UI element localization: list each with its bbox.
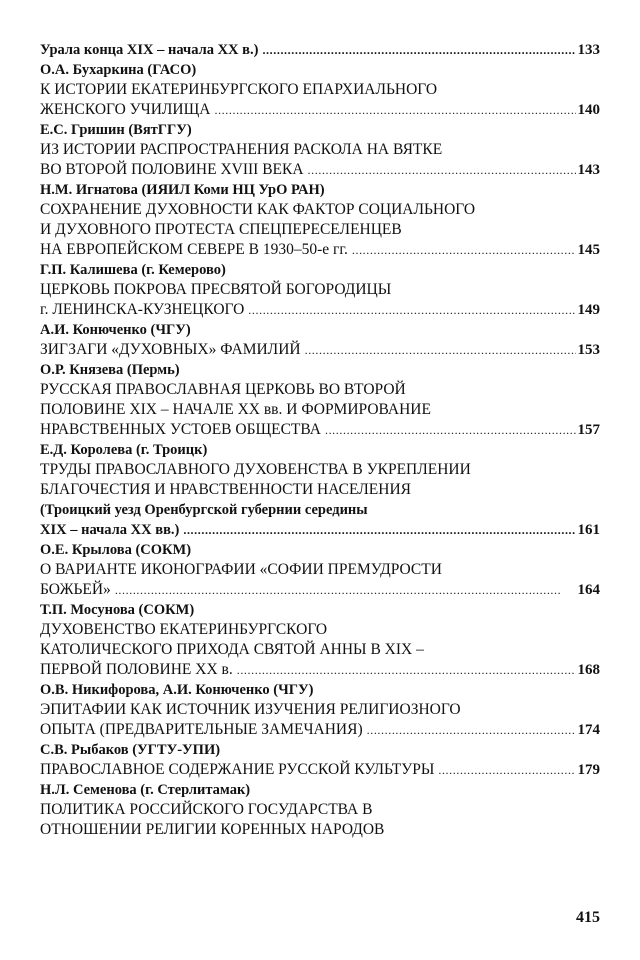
entry-title-text: ДУХОВЕНСТВО ЕКАТЕРИНБУРГСКОГО: [40, 621, 328, 638]
toc-entry: [40, 60, 600, 120]
entry-title-line: [40, 560, 600, 580]
entry-title-text: О ВАРИАНТЕ ИКОНОГРАФИИ «СОФИИ ПРЕМУДРОСТИ: [40, 561, 442, 578]
entry-title-text: ПРАВОСЛАВНОЕ СОДЕРЖАНИЕ РУССКОЙ КУЛЬТУРЫ: [40, 761, 435, 778]
entry-title-text: ТРУДЫ ПРАВОСЛАВНОГО ДУХОВЕНСТВА В УКРЕПЛЕНИИ: [40, 461, 471, 478]
entry-author: С.В. Рыбаков (УГТУ-УПИ): [40, 742, 221, 758]
entry-title-text: НА ЕВРОПЕЙСКОМ СЕВЕРЕ В 1930–50-е гг.: [40, 241, 348, 258]
dot-leader: [248, 300, 575, 320]
entry-title-line: [40, 760, 600, 780]
dot-leader: [214, 100, 575, 120]
toc-entry: [40, 40, 600, 60]
entry-title-line: [40, 520, 600, 540]
dot-leader: [308, 160, 576, 180]
toc-entry: [40, 680, 600, 740]
entry-title-line: [40, 220, 600, 240]
entry-title-line: [40, 620, 600, 640]
entry-title-text: СОХРАНЕНИЕ ДУХОВНОСТИ КАК ФАКТОР СОЦИАЛЬНОГО: [40, 201, 476, 218]
dot-leader: [325, 420, 576, 440]
entry-title-text: ЗИГЗАГИ «ДУХОВНЫХ» ФАМИЛИЙ: [40, 341, 301, 358]
table-of-contents: [40, 40, 600, 840]
dot-leader: [115, 580, 576, 600]
entry-page-number: 161: [577, 522, 600, 538]
entry-title-line: [40, 720, 600, 740]
dot-leader: [305, 340, 576, 360]
entry-title-text: БОЖЬЕЙ»: [40, 581, 111, 598]
entry-author: Г.П. Калишева (г. Кемерово): [40, 262, 226, 278]
entry-title-text: ЦЕРКОВЬ ПОКРОВА ПРЕСВЯТОЙ БОГОРОДИЦЫ: [40, 281, 392, 298]
dot-leader: [367, 720, 576, 740]
entry-title-line: [40, 580, 600, 600]
entry-author: Е.С. Гришин (ВятГГУ): [40, 122, 192, 138]
entry-title-line: [40, 380, 600, 400]
entry-author: Е.Д. Королева (г. Троицк): [40, 442, 208, 458]
entry-title-line: [40, 340, 600, 360]
entry-title-line: [40, 280, 600, 300]
toc-entry: [40, 360, 600, 440]
entry-page-number: 143: [577, 162, 600, 178]
entry-author: О.Е. Крылова (СОКМ): [40, 542, 192, 558]
toc-entry: [40, 540, 600, 600]
entry-title-line: [40, 160, 600, 180]
entry-title-text: (Троицкий уезд Оренбургской губернии середины: [40, 502, 368, 518]
entry-page-number: 168: [577, 662, 600, 678]
entry-title-line: [40, 200, 600, 220]
entry-page-number: 164: [577, 582, 600, 598]
entry-title-line: [40, 100, 600, 120]
entry-title-text: ИЗ ИСТОРИИ РАСПРОСТРАНЕНИЯ РАСКОЛА НА ВЯТКЕ: [40, 141, 443, 158]
entry-title-text: г. ЛЕНИНСКА-КУЗНЕЦКОГО: [40, 301, 245, 318]
entry-title-text: КАТОЛИЧЕСКОГО ПРИХОДА СВЯТОЙ АННЫ В XIX –: [40, 641, 424, 658]
toc-entry: [40, 440, 600, 540]
entry-title-text: ЭПИТАФИИ КАК ИСТОЧНИК ИЗУЧЕНИЯ РЕЛИГИОЗНОГО: [40, 701, 461, 718]
entry-title-line: [40, 500, 600, 520]
toc-entry: [40, 260, 600, 320]
entry-page-number: 133: [577, 42, 600, 58]
entry-author: А.И. Конюченко (ЧГУ): [40, 322, 191, 338]
dot-leader: [438, 760, 575, 780]
entry-page-number: 140: [577, 102, 600, 118]
entry-title-line: [40, 640, 600, 660]
entry-title-line: [40, 240, 600, 260]
entry-title-line: [40, 460, 600, 480]
entry-author: О.А. Бухаркина (ГАСО): [40, 62, 197, 78]
entry-title-line: [40, 40, 600, 60]
entry-author: О.Р. Князева (Пермь): [40, 362, 180, 378]
entry-title-line: [40, 140, 600, 160]
entry-page-number: 179: [577, 762, 600, 778]
entry-title-line: [40, 80, 600, 100]
entry-title-text: ПЕРВОЙ ПОЛОВИНЕ XX в.: [40, 661, 233, 678]
entry-author: О.В. Никифорова, А.И. Конюченко (ЧГУ): [40, 682, 314, 698]
toc-entry: [40, 600, 600, 680]
entry-title-line: [40, 660, 600, 680]
entry-title-text: ПОЛИТИКА РОССИЙСКОГО ГОСУДАРСТВА В: [40, 801, 373, 818]
toc-entry: [40, 120, 600, 180]
entry-page-number: 145: [577, 242, 600, 258]
dot-leader: [237, 660, 576, 680]
entry-title-line: [40, 700, 600, 720]
toc-entry: [40, 740, 600, 780]
entry-title-text: ЖЕНСКОГО УЧИЛИЩА: [40, 101, 211, 118]
entry-title-text: К ИСТОРИИ ЕКАТЕРИНБУРГСКОГО ЕПАРХИАЛЬНОГО: [40, 81, 438, 98]
entry-title-line: [40, 820, 600, 840]
entry-title-text: Урала конца XIX – начала XX в.): [40, 42, 259, 58]
toc-entry: [40, 780, 600, 840]
entry-page-number: 157: [577, 422, 600, 438]
entry-page-number: 174: [577, 722, 600, 738]
dot-leader: [352, 240, 576, 260]
page-number: 415: [576, 909, 600, 926]
entry-title-text: ОТНОШЕНИИ РЕЛИГИИ КОРЕННЫХ НАРОДОВ: [40, 821, 385, 838]
entry-title-text: ПОЛОВИНЕ XIX – НАЧАЛЕ XX вв. И ФОРМИРОВАНИЕ: [40, 401, 431, 418]
entry-title-line: [40, 420, 600, 440]
entry-title-line: [40, 480, 600, 500]
entry-title-text: РУССКАЯ ПРАВОСЛАВНАЯ ЦЕРКОВЬ ВО ВТОРОЙ: [40, 381, 406, 398]
entry-title-text: XIX – начала XX вв.): [40, 522, 180, 538]
toc-entry: [40, 320, 600, 360]
entry-title-text: И ДУХОВНОГО ПРОТЕСТА СПЕЦПЕРЕСЕЛЕНЦЕВ: [40, 221, 402, 238]
entry-author: Н.М. Игнатова (ИЯИЛ Коми НЦ УрО РАН): [40, 182, 325, 198]
entry-author: Т.П. Мосунова (СОКМ): [40, 602, 195, 618]
toc-entry: [40, 180, 600, 260]
entry-author: Н.Л. Семенова (г. Стерлитамак): [40, 782, 251, 798]
dot-leader: [183, 520, 575, 540]
entry-page-number: 153: [577, 342, 600, 358]
entry-title-text: НРАВСТВЕННЫХ УСТОЕВ ОБЩЕСТВА: [40, 421, 321, 438]
entry-title-text: БЛАГОЧЕСТИЯ И НРАВСТВЕННОСТИ НАСЕЛЕНИЯ: [40, 481, 411, 498]
entry-title-line: [40, 400, 600, 420]
entry-title-text: ОПЫТА (ПРЕДВАРИТЕЛЬНЫЕ ЗАМЕЧАНИЯ): [40, 721, 363, 738]
entry-title-text: ВО ВТОРОЙ ПОЛОВИНЕ XVIII ВЕКА: [40, 161, 304, 178]
entry-title-line: [40, 300, 600, 320]
dot-leader: [262, 40, 575, 60]
entry-title-line: [40, 800, 600, 820]
entry-page-number: 149: [577, 302, 600, 318]
